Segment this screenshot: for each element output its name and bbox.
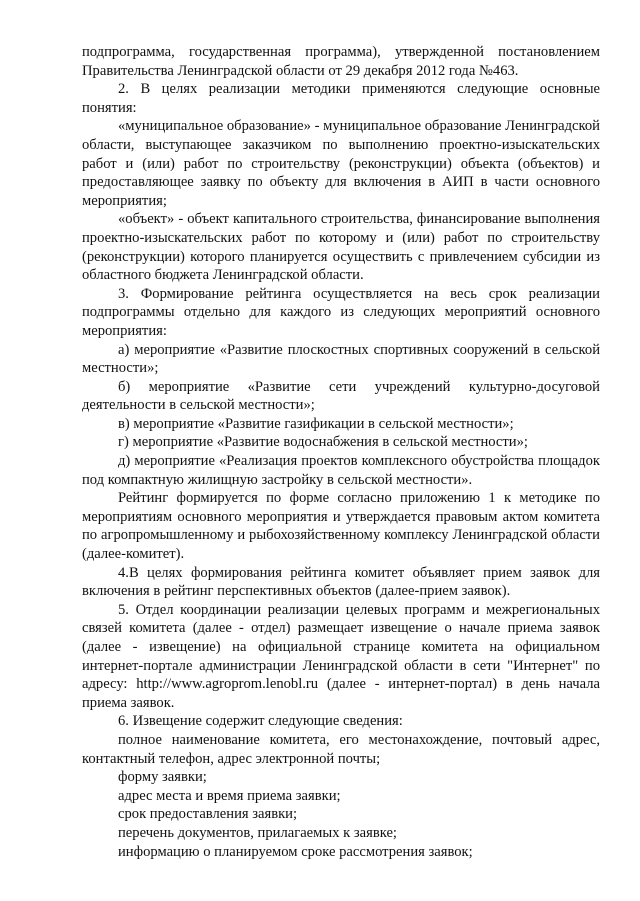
paragraph-rating-form: Рейтинг формируется по форме согласно приложению 1 к методике по мероприятиям основного мероприятия и утверждается правовым актом комитета по агропромышленному и рыбохозяйственному комплексу Ленинградской области (далее-комитет). xyxy=(82,490,600,563)
paragraph-definition-municipal: «муниципальное образование» - муниципальное образование Ленинградской области, выступающее заказчиком по выполнению проектно-изыскательских работ и (или) работ по строительству (реконструкции) объекта (объектов) и предоставляющее заявку по объекту для включения в АИП в части основного мероприятия; xyxy=(82,118,600,209)
paragraph-info-committee: полное наименование комитета, его местонахождение, почтовый адрес, контактный телефон, адрес электронной почты; xyxy=(82,731,600,767)
paragraph-item-2: 2. В целях реализации методики применяются следующие основные понятия: xyxy=(82,81,600,116)
document-page xyxy=(82,43,600,861)
paragraph-item-5: 5. Отдел координации реализации целевых программ и межрегиональных связей комитета (далее - отдел) размещает извещение о начале приема заявок (далее - извещение) на официальной странице комитета на официальном интернет-портале администрации Ленинградской области в сети "Интернет" по адресу: http://www.agroprom.lenobl.ru (далее - интернет-портал) в день начала приема заявок. xyxy=(82,601,600,711)
paragraph-definition-object: «объект» - объект капитального строительства, финансирование выполнения проектно-изыскательских работ по которому и (или) работ по строительству (реконструкции) которого планируется осуществить с привлечением субсидии из областного бюджета Ленинградской области. xyxy=(82,211,600,284)
paragraph-info-review-term: информацию о планируемом сроке рассмотрения заявок; xyxy=(118,843,473,860)
paragraph-subitem-b: б) мероприятие «Развитие сети учреждений культурно-досуговой деятельности в сельской местности»; xyxy=(82,378,600,414)
paragraph-subitem-g: г) мероприятие «Развитие водоснабжения в сельской местности»; xyxy=(118,434,528,451)
paragraph-info-documents: перечень документов, прилагаемых к заявке; xyxy=(118,824,397,841)
paragraph-info-form: форму заявки; xyxy=(118,769,207,786)
paragraph-item-3: 3. Формирование рейтинга осуществляется на весь срок реализации подпрограммы отдельно для каждого из следующих мероприятий основного мероприятия: xyxy=(82,285,600,339)
paragraph-item-6: 6. Извещение содержит следующие сведения: xyxy=(118,713,403,730)
paragraph-info-deadline: срок предоставления заявки; xyxy=(118,806,298,823)
paragraph-info-address: адрес места и время приема заявки; xyxy=(118,787,341,804)
paragraph-item-4: 4.В целях формирования рейтинга комитет объявляет прием заявок для включения в рейтинг перспективных объектов (далее-прием заявок). xyxy=(82,564,600,600)
paragraph-intro-continuation: подпрограмма, государственная программа), утвержденной постановлением Правительства Ленинградской области от 29 декабря 2012 года №463. xyxy=(82,44,600,79)
paragraph-subitem-d: д) мероприятие «Реализация проектов комплексного обустройства площадок под компактную жилищную застройку в сельской местности». xyxy=(82,453,600,488)
paragraph-subitem-a: а) мероприятие «Развитие плоскостных спортивных сооружений в сельской местности»; xyxy=(82,341,600,377)
paragraph-subitem-v: в) мероприятие «Развитие газификации в сельской местности»; xyxy=(118,415,514,432)
